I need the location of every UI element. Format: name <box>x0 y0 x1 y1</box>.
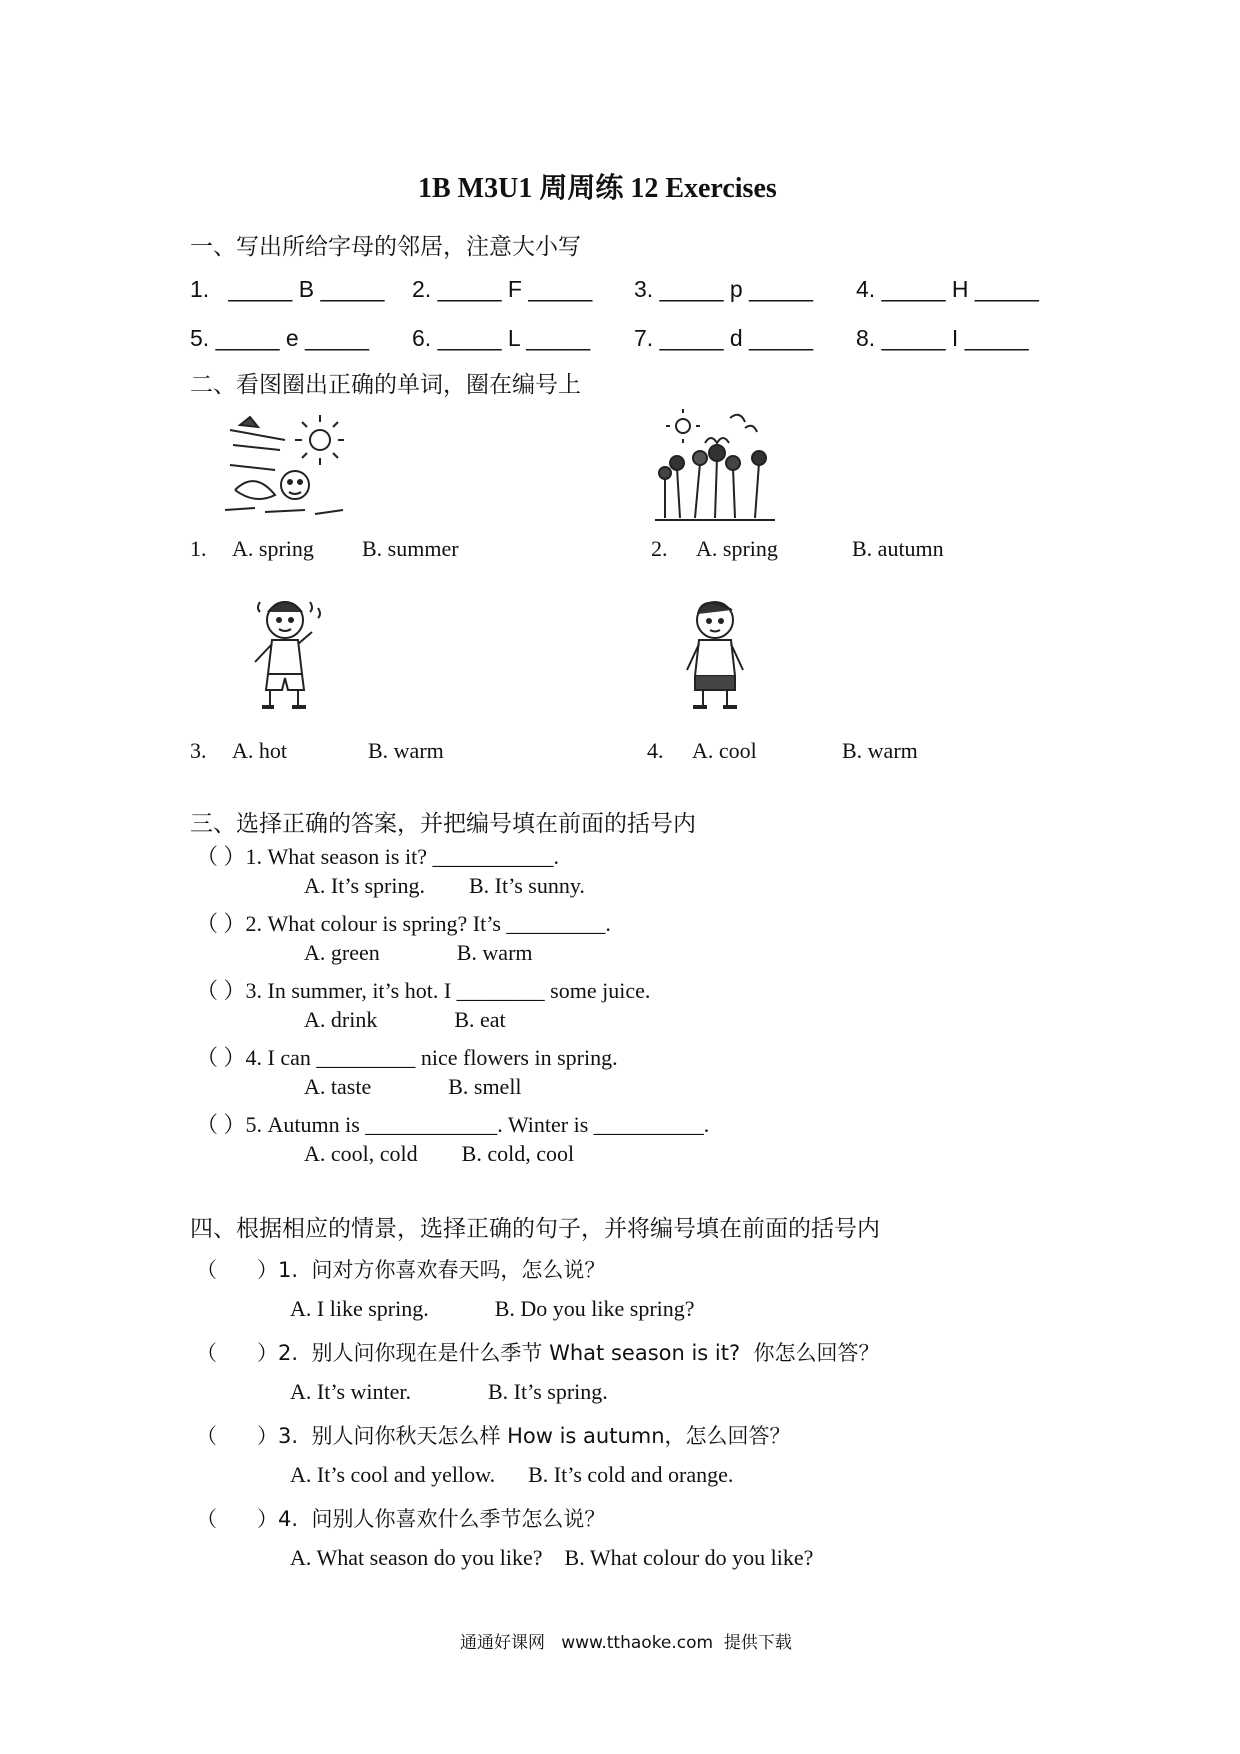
option-a[interactable]: A. hot <box>232 738 287 763</box>
option-a[interactable]: A. spring <box>232 536 314 561</box>
mc-question-4: （ ）4. I can _________ nice flowers in spring. <box>196 1045 618 1070</box>
mc-question-3: （ ）3. In summer, it’s hot. I ________ some juice. <box>196 978 651 1003</box>
page-title: 1B M3U1 周周练 12 Exercises <box>418 173 777 204</box>
option-a[interactable]: A. cool <box>692 738 757 763</box>
letter-item-1 <box>190 276 384 303</box>
option-b[interactable]: B. warm <box>368 738 444 763</box>
mc-question-2: （ ）2. What colour is spring? It’s _________. <box>196 911 611 936</box>
situation-question-4: （ ）4. 问别人你喜欢什么季节怎么说？ <box>196 1507 606 1531</box>
situation-options-1: A. I like spring. B. Do you like spring? <box>290 1296 695 1321</box>
spring-flowers-picture <box>655 408 775 523</box>
item-number: 7. <box>634 325 654 351</box>
item-number: 1. <box>190 536 207 561</box>
letter-item-5 <box>190 325 369 352</box>
situation-options-2: A. It’s winter. B. It’s spring. <box>290 1379 608 1404</box>
letter-item-3 <box>634 276 813 303</box>
option-b[interactable]: B. summer <box>362 536 459 561</box>
section3-heading: 三、选择正确的答案，并把编号填在前面的括号内 <box>190 811 696 837</box>
item-text: _____ p _____ <box>659 276 814 302</box>
item-number: 4. <box>856 276 876 302</box>
letter-item-7 <box>634 325 813 352</box>
item-text: _____ B _____ <box>228 276 385 302</box>
item-number: 5. <box>190 325 210 351</box>
mc-options-2: A. green B. warm <box>304 940 533 965</box>
option-a[interactable]: A. spring <box>696 536 778 561</box>
section1-heading: 一、写出所给字母的邻居，注意大小写 <box>190 234 581 260</box>
item-number: 6. <box>412 325 432 351</box>
page-footer: 通通好课网 www.tthaoke.com 提供下载 <box>460 1633 792 1653</box>
item-text: _____ H _____ <box>881 276 1039 302</box>
item-text: _____ I _____ <box>881 325 1029 351</box>
situation-question-2: （ ）2. 别人问你现在是什么季节 What season is it? 你怎么回答？ <box>196 1341 880 1365</box>
item-text: _____ L _____ <box>437 325 591 351</box>
situation-question-3: （ ）3. 别人问你秋天怎么样 How is autumn，怎么回答？ <box>196 1424 791 1448</box>
section4-heading: 四、根据相应的情景，选择正确的句子，并将编号填在前面的括号内 <box>190 1216 880 1242</box>
letter-item-8 <box>856 325 1029 352</box>
mc-question-5: （ ）5. Autumn is ____________. Winter is __________. <box>196 1112 710 1137</box>
item-number: 2. <box>412 276 432 302</box>
mc-options-4: A. taste B. smell <box>304 1074 522 1099</box>
item-number: 8. <box>856 325 876 351</box>
letter-item-4 <box>856 276 1039 303</box>
letter-item-6 <box>412 325 590 352</box>
picture-question-3 <box>190 738 444 764</box>
picture-question-1 <box>190 536 459 562</box>
situation-options-4: A. What season do you like? B. What colour do you like? <box>290 1545 814 1570</box>
item-text: _____ F _____ <box>437 276 593 302</box>
item-number: 2. <box>651 536 668 561</box>
mc-options-3: A. drink B. eat <box>304 1007 506 1032</box>
mc-options-5: A. cool, cold B. cold, cool <box>304 1141 575 1166</box>
situation-question-1: （ ）1. 问对方你喜欢春天吗，怎么说？ <box>196 1258 606 1282</box>
picture-question-2 <box>651 536 944 562</box>
summer-sun-picture <box>225 410 345 522</box>
item-number: 1. <box>190 276 210 302</box>
hot-boy-picture <box>230 592 350 717</box>
item-number: 3. <box>190 738 207 763</box>
option-b[interactable]: B. warm <box>842 738 918 763</box>
item-number: 4. <box>647 738 664 763</box>
picture-question-4 <box>647 738 918 764</box>
mc-question-1: （ ）1. What season is it? ___________. <box>196 844 559 869</box>
mc-options-1: A. It’s spring. B. It’s sunny. <box>304 873 585 898</box>
warm-boy-picture <box>665 592 765 717</box>
item-number: 3. <box>634 276 654 302</box>
item-text: _____ e _____ <box>215 325 370 351</box>
item-text: _____ d _____ <box>659 325 814 351</box>
situation-options-3: A. It’s cool and yellow. B. It’s cold and orange. <box>290 1462 734 1487</box>
letter-item-2 <box>412 276 592 303</box>
option-b[interactable]: B. autumn <box>852 536 944 561</box>
section2-heading: 二、看图圈出正确的单词，圈在编号上 <box>190 372 581 398</box>
